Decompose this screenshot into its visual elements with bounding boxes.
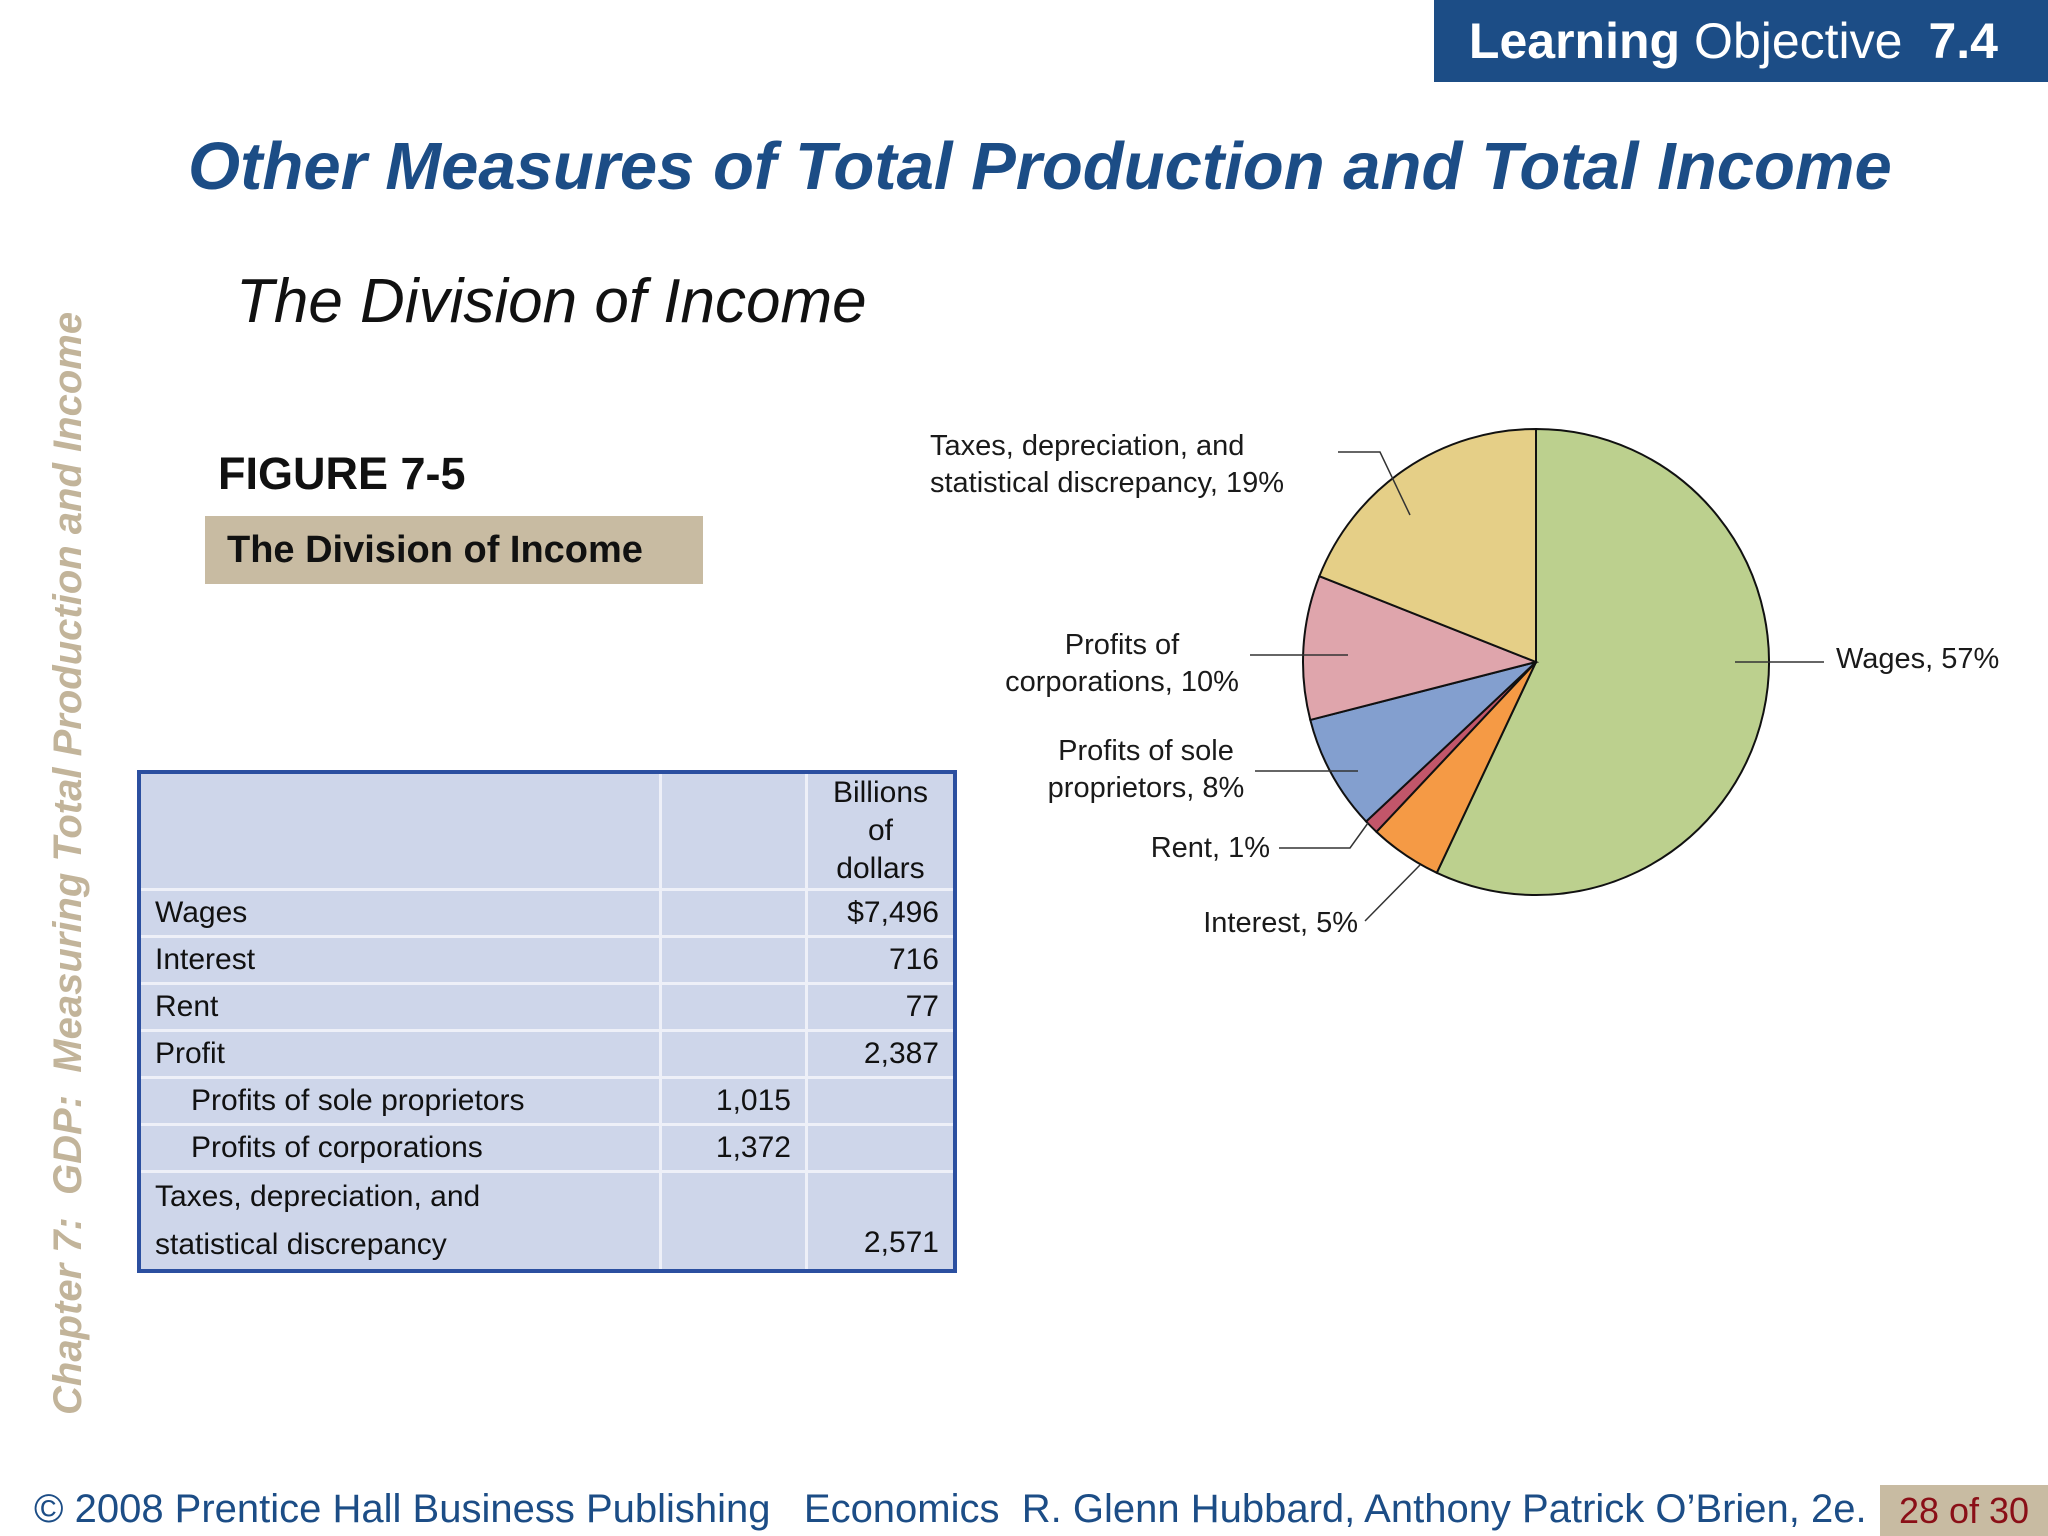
pie-label-sole: proprietors, 8% xyxy=(1047,772,1245,804)
table-row-value: 77 xyxy=(806,984,955,1031)
pie-label-corp: corporations, 10% xyxy=(1005,666,1239,698)
table-row-label: Profits of sole proprietors xyxy=(139,1078,661,1125)
lo-number: 7.4 xyxy=(1928,13,1998,69)
table-row-value: 716 xyxy=(806,937,955,984)
table-row-value: 2,387 xyxy=(806,1031,955,1078)
lo-regular-text: Objective xyxy=(1694,13,1903,69)
leader-interest xyxy=(1365,865,1420,921)
pie-label-taxes: statistical discrepancy, 19% xyxy=(930,467,1285,499)
pie-label-sole: Profits of sole xyxy=(1058,735,1234,767)
table-row-label: Profits of corporations xyxy=(139,1125,661,1172)
table-row-value: 2,571 xyxy=(806,1172,955,1272)
table-row-value: $7,496 xyxy=(806,890,955,937)
table-row-label-line: statistical discrepancy xyxy=(155,1228,447,1261)
pie-label-wages: Wages, 57% xyxy=(1836,643,2000,675)
pie-label-interest: Interest, 5% xyxy=(1203,907,1358,939)
slide-subtitle: The Division of Income xyxy=(236,267,867,336)
pie-label-corp: Profits of xyxy=(1064,629,1180,661)
leader-rent xyxy=(1279,823,1368,848)
page-number-text: 28 of 30 xyxy=(1898,1489,2030,1531)
table-row-label: Rent xyxy=(139,984,661,1031)
table-row-sub: 1,372 xyxy=(661,1125,807,1172)
table-row-label-line: Taxes, depreciation, and xyxy=(155,1180,481,1213)
figure-number: FIGURE 7-5 xyxy=(218,448,466,499)
chapter-sidebar-text: Chapter 7: GDP: Measuring Total Production and Income xyxy=(46,311,90,1415)
table-header-line: Billions xyxy=(832,776,929,809)
page-number xyxy=(1880,1485,2048,1536)
table-row-label: Profit xyxy=(139,1031,661,1078)
table-row-sub: 1,015 xyxy=(661,1078,807,1125)
pie-label-taxes: Taxes, depreciation, and xyxy=(930,430,1245,462)
table-header-line: of dollars xyxy=(836,814,925,885)
lo-bold-text: Learning xyxy=(1468,13,1681,69)
figure-caption-text: The Division of Income xyxy=(227,528,643,571)
footer-copyright: © 2008 Prentice Hall Business Publishing Economics R. Glenn Hubbard, Anthony Patrick O’Brien, 2e. xyxy=(34,1487,1867,1531)
slide-title: Other Measures of Total Production and Total Income xyxy=(188,129,1892,204)
table-row-label: Interest xyxy=(139,937,661,984)
table-row-label: Wages xyxy=(139,890,661,937)
pie-label-rent: Rent, 1% xyxy=(1150,832,1270,864)
